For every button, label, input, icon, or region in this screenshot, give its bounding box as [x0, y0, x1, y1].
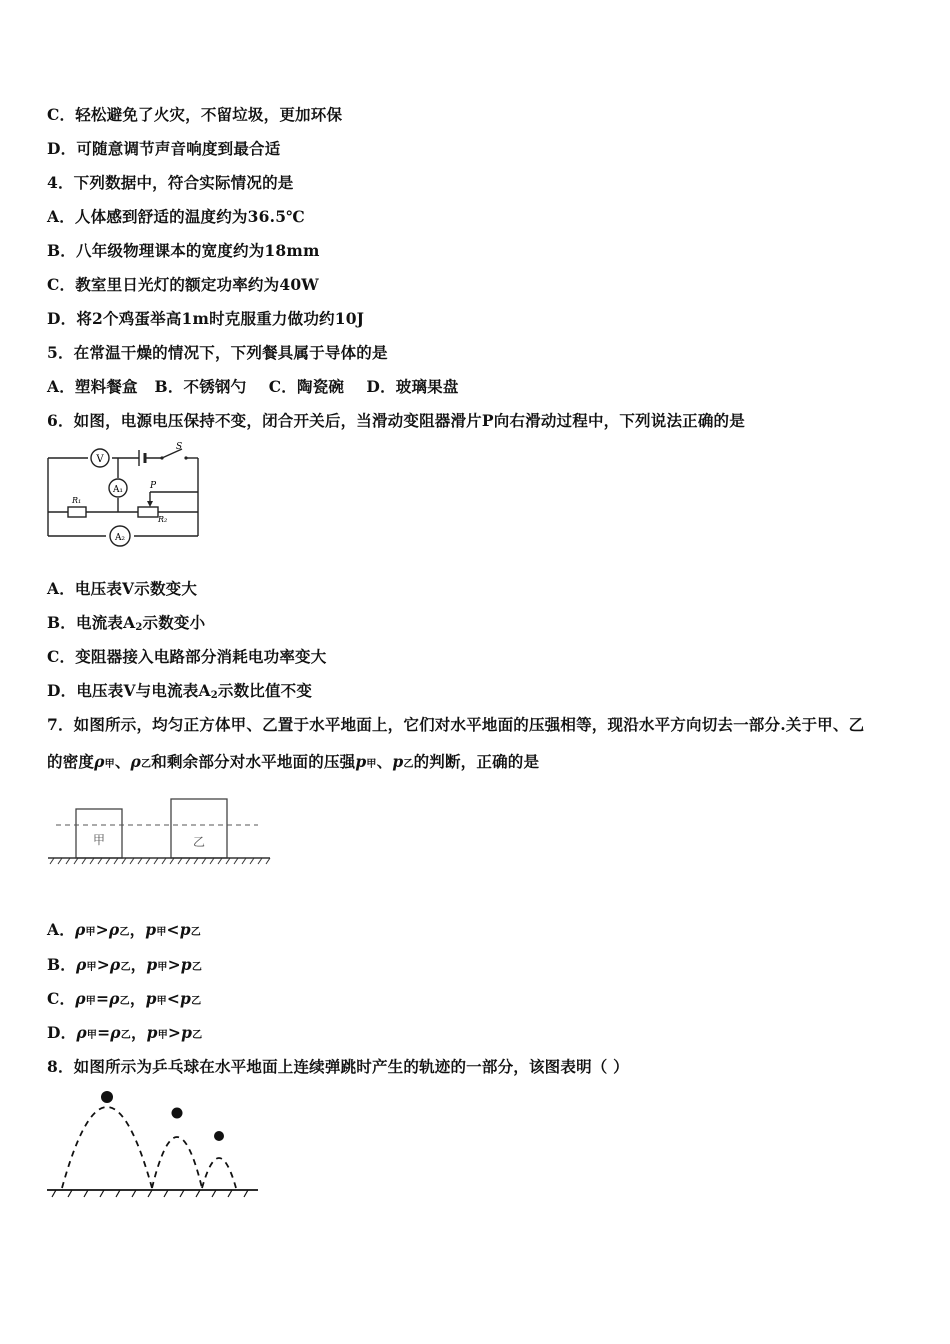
option-7a: A．ρ甲>ρ乙，p甲<p乙 — [47, 920, 201, 939]
option-6d: D．电压表V与电流表$A_2$示数比值不变 — [47, 681, 313, 701]
ammeter-a1-label: A₁ — [112, 485, 124, 495]
circuit-diagram — [44, 440, 204, 550]
ball-peak-2 — [172, 1108, 183, 1119]
question-7: 7．如图所示，均匀正方体甲、乙置于水平地面上，它们对水平地面的压强相等，现沿水平方向切去一部分.关于甲、乙 — [47, 715, 865, 734]
cube-yi-label: 乙 — [192, 835, 206, 849]
r2-label: R₂ — [158, 515, 168, 524]
switch-label: S — [176, 442, 183, 452]
option-4b: B．八年级物理课本的宽度约为18mm — [47, 241, 320, 260]
question-8: 8．如图所示为乒乓球在水平地面上连续弹跳时产生的轨迹的一部分，该图表明（ ） — [47, 1057, 629, 1076]
question-4: 4．下列数据中，符合实际情况的是 — [47, 173, 294, 192]
ball-peak-1 — [101, 1091, 113, 1103]
option-6c: C．变阻器接入电路部分消耗电功率变大 — [47, 647, 327, 666]
option-3c: C．轻松避免了火灾，不留垃圾，更加环保 — [47, 105, 343, 124]
slider-label: P — [150, 481, 157, 491]
option-4c: C．教室里日光灯的额定功率约为40W — [47, 275, 319, 294]
option-6b: B．电流表$A_2$示数变小 — [47, 613, 206, 633]
option-7c: C．ρ甲=ρ乙，p甲<p乙 — [47, 989, 202, 1008]
cubes-diagram — [46, 792, 276, 872]
options-5: A．塑料餐盒 B．不锈钢勺 C．陶瓷碗 D．玻璃果盘 — [47, 377, 459, 396]
option-7b: B．ρ甲>ρ乙，p甲>p乙 — [47, 955, 203, 974]
ball-trajectory-diagram — [44, 1080, 264, 1200]
option-7d: D．ρ甲=ρ乙，p甲>p乙 — [47, 1023, 203, 1042]
question-6: 6．如图，电源电压保持不变，闭合开关后，当滑动变阻器滑片P向右滑动过程中，下列说法正确的是 — [47, 411, 745, 430]
question-7-line2: 的密度ρ甲、ρ乙和剩余部分对水平地面的压强p甲、p乙的判断，正确的是 — [47, 752, 540, 771]
cube-jia-label: 甲 — [92, 833, 106, 847]
ball-peak-3 — [214, 1131, 224, 1141]
ammeter-a2-label: A₂ — [114, 533, 126, 543]
option-4a: A．人体感到舒适的温度约为36.5℃ — [47, 207, 305, 226]
r1-label: R₁ — [72, 496, 82, 505]
option-4d: D．将2个鸡蛋举高1m时克服重力做功约10J — [47, 309, 365, 328]
option-3d: D．可随意调节声音响度到最合适 — [47, 139, 281, 158]
question-5: 5．在常温干燥的情况下，下列餐具属于导体的是 — [47, 343, 388, 362]
voltmeter-label: V — [96, 454, 104, 465]
option-6a: A．电压表V示数变大 — [47, 579, 198, 598]
